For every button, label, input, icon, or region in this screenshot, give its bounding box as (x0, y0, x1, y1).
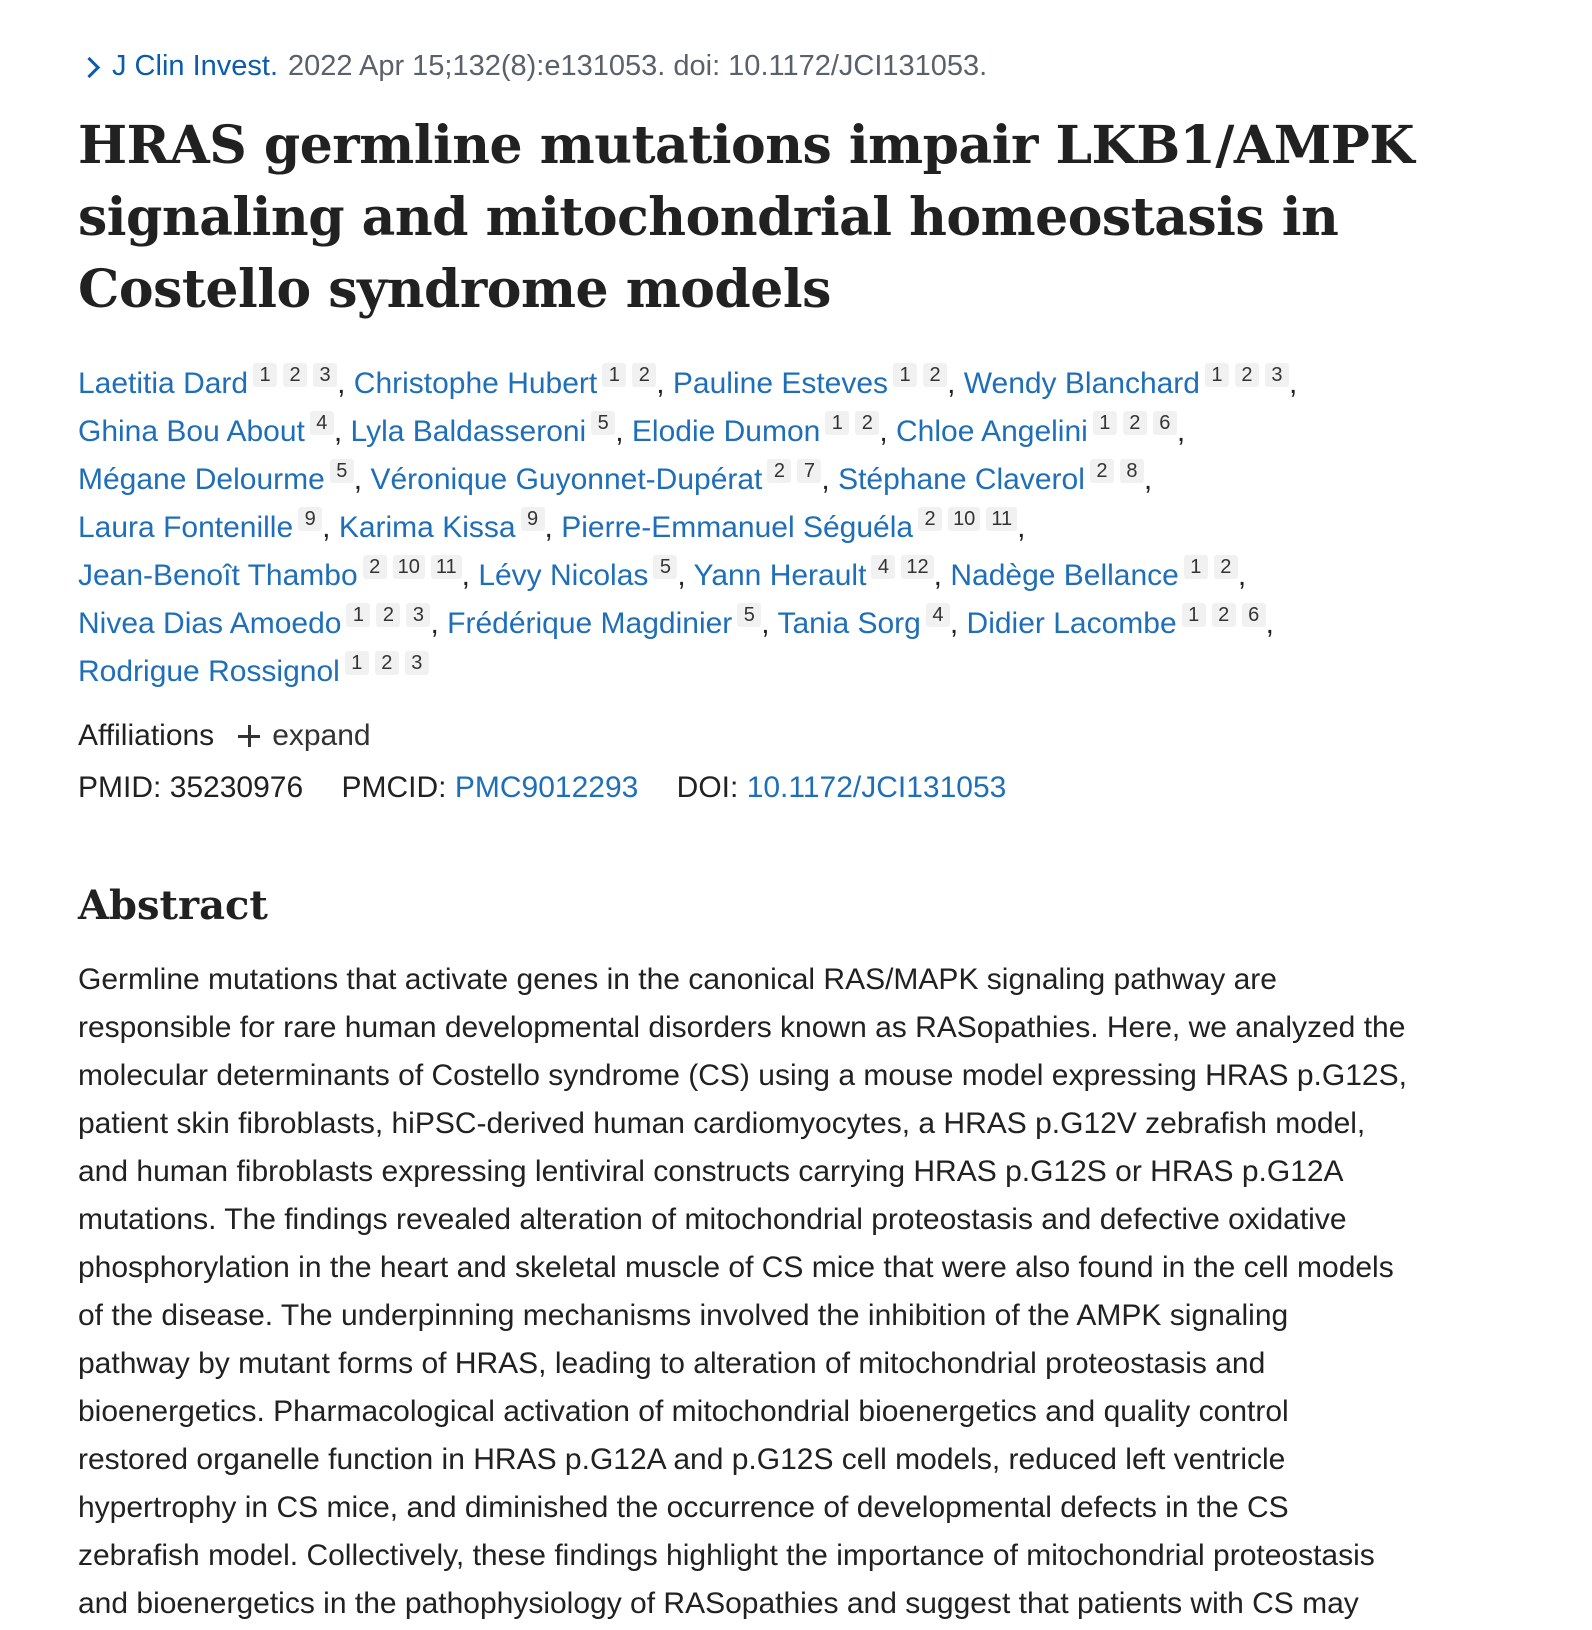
abstract-line: Germline mutations that activate genes in the canonical RAS/MAPK signaling pathway are (78, 963, 1277, 996)
author-link[interactable]: Nadège Bellance (950, 559, 1179, 592)
author-line (78, 408, 1514, 456)
author-link[interactable]: Lyla Baldasseroni (350, 415, 587, 448)
affiliation-badge[interactable]: 11 (431, 555, 462, 579)
affiliation-badge[interactable]: 8 (1120, 459, 1144, 483)
author-link[interactable]: Stéphane Claverol (838, 463, 1085, 496)
plus-icon[interactable] (238, 725, 260, 747)
abstract-line: patient skin fibroblasts, hiPSC-derived human cardiomyocytes, a HRAS p.G12V zebrafish model, (78, 1107, 1366, 1140)
affiliation-badge[interactable]: 1 (1182, 603, 1206, 627)
affiliation-badge[interactable]: 2 (1123, 411, 1147, 435)
author-separator: , (461, 559, 479, 592)
affiliation-badge[interactable]: 10 (393, 555, 425, 579)
affiliation-badge[interactable]: 1 (253, 363, 277, 387)
abstract-line: phosphorylation in the heart and skeletal muscle of CS mice that were also found in the cell models (78, 1251, 1394, 1284)
author-separator: , (879, 415, 897, 448)
affiliation-badge[interactable]: 2 (1090, 459, 1114, 483)
doi-label: DOI: (676, 771, 739, 804)
abstract-heading: Abstract (78, 882, 268, 929)
affiliation-badge[interactable]: 2 (1235, 363, 1259, 387)
author-separator: , (322, 511, 339, 544)
affiliation-badge[interactable]: 2 (283, 363, 307, 387)
affiliation-badge[interactable]: 9 (298, 507, 322, 531)
author-separator: , (615, 415, 632, 448)
author-link[interactable]: Yann Herault (693, 559, 867, 592)
author-line (78, 552, 1514, 600)
author-separator: , (656, 367, 673, 400)
author-link[interactable]: Ghina Bou About (78, 415, 305, 448)
author-link[interactable]: Véronique Guyonnet-Dupérat (370, 463, 763, 496)
author-separator: , (544, 511, 562, 544)
abstract-line: mutations. The findings revealed alteration of mitochondrial proteostasis and defective oxidative (78, 1203, 1347, 1236)
affiliation-badge[interactable]: 2 (923, 363, 947, 387)
author-link[interactable]: Christophe Hubert (353, 367, 598, 400)
affiliation-badge[interactable]: 2 (375, 651, 399, 675)
affiliation-badge[interactable]: 9 (521, 507, 545, 531)
abstract-line: restored organelle function in HRAS p.G12A and p.G12S cell models, reduced left ventricle (78, 1443, 1286, 1476)
author-separator: , (821, 463, 839, 496)
pmcid-label: PMCID: (341, 771, 447, 804)
author-link[interactable]: Rodrigue Rossignol (78, 655, 340, 688)
affiliations-expand-toggle[interactable]: expand (272, 719, 371, 752)
author-line (78, 600, 1514, 648)
author-line (78, 360, 1514, 408)
affiliations-label: Affiliations (78, 719, 215, 752)
author-separator: , (1265, 607, 1274, 640)
author-link[interactable]: Laetitia Dard (78, 367, 249, 400)
author-link[interactable]: Pierre-Emmanuel Séguéla (561, 511, 914, 544)
author-separator: , (949, 607, 967, 640)
affiliation-badge[interactable]: 1 (893, 363, 917, 387)
affiliation-badge[interactable]: 5 (330, 459, 354, 483)
journal-link[interactable]: J Clin Invest. (112, 50, 278, 82)
author-separator: , (430, 607, 448, 640)
identifiers-row (78, 766, 1514, 810)
author-separator: , (933, 559, 951, 592)
affiliation-badge[interactable]: 2 (1214, 555, 1238, 579)
affiliation-badge[interactable]: 3 (1265, 363, 1289, 387)
abstract-line: and bioenergetics in the pathophysiology of RASopathies and suggest that patients with CS may (78, 1587, 1359, 1620)
affiliation-badge[interactable]: 1 (1205, 363, 1229, 387)
author-separator: , (333, 415, 351, 448)
affiliation-badge[interactable]: 12 (901, 555, 933, 579)
abstract-text (78, 956, 1514, 1628)
author-separator: , (1176, 415, 1186, 448)
affiliation-badge[interactable]: 1 (346, 603, 370, 627)
author-link[interactable]: Karima Kissa (338, 511, 516, 544)
affiliation-badge[interactable]: 2 (767, 459, 791, 483)
abstract-line: molecular determinants of Costello syndrome (CS) using a mouse model expressing HRAS p.G12S, (78, 1059, 1407, 1092)
abstract-line: responsible for rare human developmental disorders known as RASopathies. Here, we analyzed the (78, 1011, 1406, 1044)
author-separator: , (337, 367, 354, 400)
author-line (78, 456, 1514, 504)
pmcid-link[interactable]: PMC9012293 (454, 771, 639, 804)
author-line (78, 504, 1514, 552)
affiliation-badge[interactable]: 5 (591, 411, 615, 435)
affiliation-badge[interactable]: 3 (313, 363, 337, 387)
author-separator: , (1237, 559, 1247, 592)
author-link[interactable]: Elodie Dumon (631, 415, 821, 448)
author-separator: , (353, 463, 371, 496)
article-title: HRAS germline mutations impair LKB1/AMPK signaling and mitochondrial homeostasis in Costello syndrome models (78, 115, 1415, 320)
author-link[interactable]: Tania Sorg (777, 607, 921, 640)
author-link[interactable]: Mégane Delourme (78, 463, 325, 496)
abstract-line: zebrafish model. Collectively, these findings highlight the importance of mitochondrial proteostasis (78, 1539, 1375, 1572)
affiliation-badge[interactable]: 10 (948, 507, 980, 531)
author-link[interactable]: Pauline Esteves (672, 367, 889, 400)
affiliation-badge[interactable]: 1 (1093, 411, 1117, 435)
author-separator: , (1143, 463, 1153, 496)
author-separator: , (761, 607, 778, 640)
author-link[interactable]: Wendy Blanchard (963, 367, 1200, 400)
author-list (78, 360, 1514, 696)
abstract-line: pathway by mutant forms of HRAS, leading to alteration of mitochondrial proteostasis and (78, 1347, 1266, 1380)
pmid-value: 35230976 (169, 771, 304, 804)
affiliation-badge[interactable]: 1 (602, 363, 626, 387)
affiliation-badge[interactable]: 4 (926, 603, 950, 627)
abstract-line: hypertrophy in CS mice, and diminished the occurrence of developmental defects in the CS (78, 1491, 1289, 1524)
citation-details: 2022 Apr 15;132(8):e131053. doi: 10.1172/JCI131053. (288, 50, 988, 82)
author-separator: , (1288, 367, 1298, 400)
author-separator: , (947, 367, 964, 400)
author-link[interactable]: Didier Lacombe (966, 607, 1177, 640)
affiliation-badge[interactable]: 11 (986, 507, 1017, 531)
author-separator: , (677, 559, 694, 592)
abstract-line: bioenergetics. Pharmacological activation of mitochondrial bioenergetics and quality control (78, 1395, 1289, 1428)
doi-link[interactable]: 10.1172/JCI131053 (746, 771, 1007, 804)
affiliation-badge[interactable]: 2 (363, 555, 387, 579)
affiliations-row (78, 714, 1514, 758)
author-link[interactable]: Chloe Angelini (896, 415, 1088, 448)
affiliation-badge[interactable]: 3 (405, 651, 429, 675)
affiliation-badge[interactable]: 1 (1184, 555, 1208, 579)
author-link[interactable]: Nivea Dias Amoedo (78, 607, 342, 640)
affiliation-badge[interactable]: 6 (1242, 603, 1266, 627)
affiliation-badge[interactable]: 7 (797, 459, 821, 483)
affiliation-badge[interactable]: 1 (825, 411, 849, 435)
abstract-line: and human fibroblasts expressing lentiviral constructs carrying HRAS p.G12S or HRAS p.G12A (78, 1155, 1344, 1188)
citation-line (78, 44, 1514, 88)
pmid-label: PMID: (78, 771, 162, 804)
abstract-line: of the disease. The underpinning mechanisms involved the inhibition of the AMPK signaling (78, 1299, 1289, 1332)
affiliation-badge[interactable]: 5 (653, 555, 677, 579)
affiliation-badge[interactable]: 2 (918, 507, 942, 531)
affiliation-badge[interactable]: 2 (376, 603, 400, 627)
author-line (78, 648, 1514, 696)
affiliation-badge[interactable]: 2 (1212, 603, 1236, 627)
author-link[interactable]: Lévy Nicolas (478, 559, 649, 592)
affiliation-badge[interactable]: 4 (310, 411, 334, 435)
author-link[interactable]: Jean-Benoît Thambo (78, 559, 358, 592)
author-link[interactable]: Laura Fontenille (78, 511, 294, 544)
chevron-right-icon[interactable] (78, 53, 104, 79)
affiliation-badge[interactable]: 4 (871, 555, 895, 579)
affiliation-badge[interactable]: 2 (855, 411, 879, 435)
author-link[interactable]: Frédérique Magdinier (447, 607, 733, 640)
affiliation-badge[interactable]: 3 (406, 603, 430, 627)
affiliation-badge[interactable]: 6 (1153, 411, 1177, 435)
affiliation-badge[interactable]: 5 (737, 603, 761, 627)
author-separator: , (1017, 511, 1026, 544)
affiliation-badge[interactable]: 1 (345, 651, 369, 675)
affiliation-badge[interactable]: 2 (632, 363, 656, 387)
